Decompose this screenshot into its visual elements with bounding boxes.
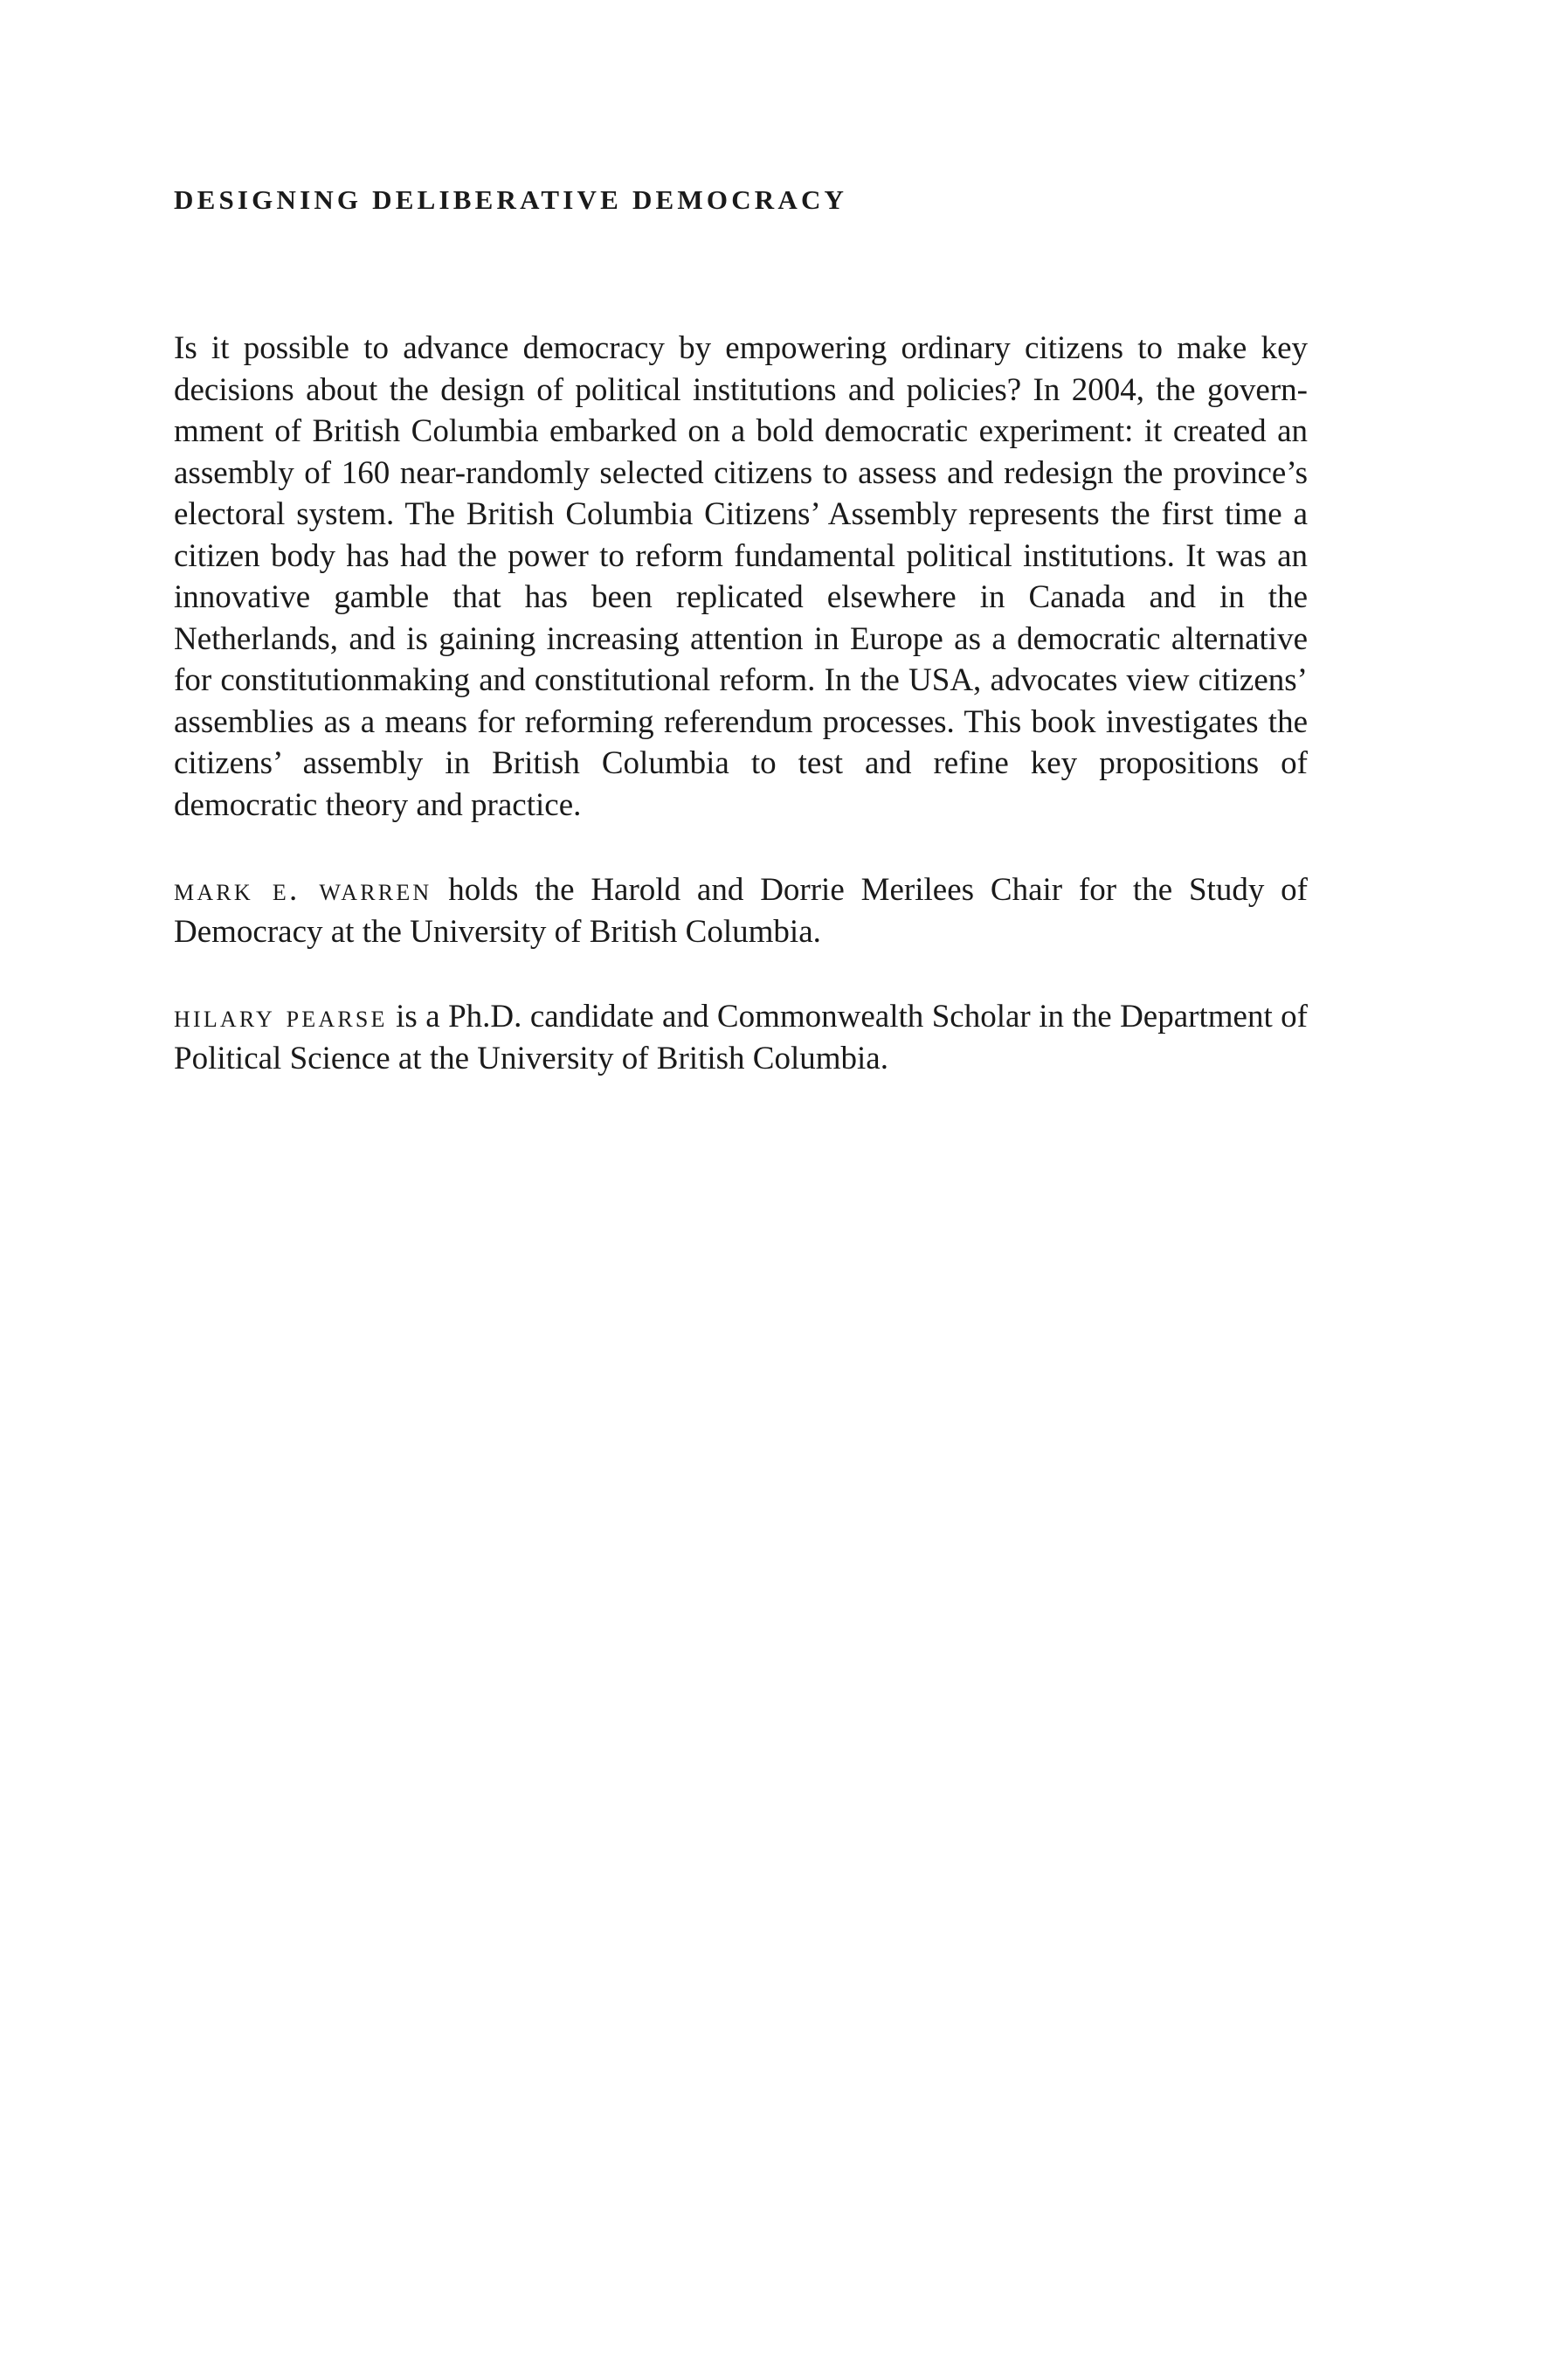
author-bio-warren <box>174 869 1308 952</box>
page-content <box>174 183 1308 1079</box>
book-description: Is it possible to advance democracy by empowering ordinary citizens to make key decisions about the design of political institutions and policies? In 2004, the governmment of British Columbia embarked on a bold democratic experiment: it created an assembly of 160 near-randomly selected citizens to assess and redesign the province’s electoral system. The British Columbia Citizens’ Assembly represents the first time a citizen body has had the power to reform fundamental political institutions. It was an innovative gamble that has been replicated elsewhere in Canada and in the Netherlands, and is gaining increasing attention in Europe as a democratic alternative for constitutionmaking and constitutional reform. In the USA, advocates view citizens’ assemblies as a means for reforming referendum processes. This book investigates the citizens’ assembly in British Columbia to test and refine key propositions of democratic theory and practice. <box>174 330 1308 823</box>
author-bio-pearse <box>174 996 1308 1079</box>
book-title: DESIGNING DELIBERATIVE DEMOCRACY <box>174 184 848 215</box>
author-bio-text-pearse: is a Ph.D. candidate and Commonwealth Scholar in the Department of Political Science at the University of British Columbia. <box>174 999 1308 1076</box>
author-bio-text-warren: holds the Harold and Dorrie Merilees Chair for the Study of Democracy at the University of British Columbia. <box>174 872 1308 950</box>
author-name-warren: mark e. warren <box>174 872 432 909</box>
author-name-pearse: hilary pearse <box>174 999 388 1035</box>
